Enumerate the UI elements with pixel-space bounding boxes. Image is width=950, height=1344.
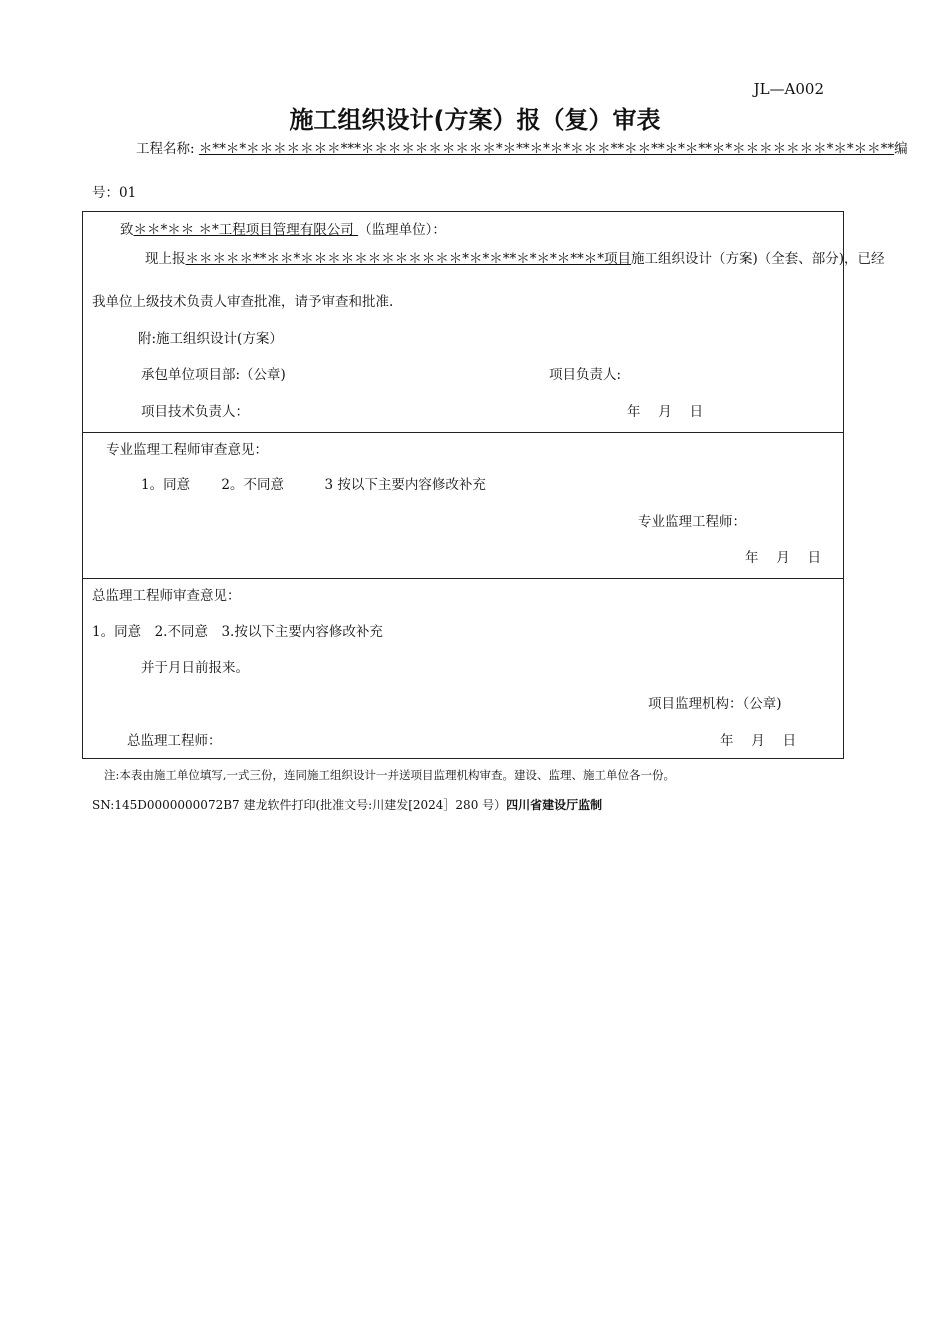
supervisor-company[interactable]: ＊＊*＊＊ ＊*工程项目管理有限公司 [133, 222, 359, 238]
serial-text: SN:145D0000000072B7 建龙软件打印(批准文号:川建发[2024］280 号） [92, 798, 507, 812]
section3-date: 年 月 日 [720, 733, 797, 749]
project-name-value[interactable]: ＊**＊*＊＊＊＊＊＊＊***＊＊＊＊＊＊＊＊＊＊*＊**＊*＊*＊＊＊**＊＊**＊*＊**＊*＊＊＊＊＊＊＊*＊*＊＊** [198, 141, 895, 157]
footer-note: 注:本表由施工单位填写,一式三份，连同施工组织设计一并送项目监理机构审查。建设、监理、施工单位各一份。 [104, 768, 676, 782]
section1-date: 年 月 日 [627, 404, 704, 420]
chief-options: 1。同意 2.不同意 3.按以下主要内容修改补充 [92, 624, 383, 640]
issuer: 四川省建设厅监制 [506, 798, 603, 812]
specialist-options: 1。同意 2。不同意 3 按以下主要内容修改补充 [141, 477, 486, 493]
to-prefix: 致 [120, 222, 134, 238]
attachment-line: 附:施工组织设计(方案） [138, 331, 283, 347]
report-project[interactable]: ＊＊＊＊＊**＊＊*＊＊＊＊＊＊＊＊＊＊＊＊*＊*＊**＊*＊*＊**＊*项目 [185, 251, 631, 267]
submission-section [83, 212, 885, 433]
chief-signer: 总监理工程师： [127, 733, 222, 749]
resubmit-line: 并于月日前报来。 [141, 660, 249, 676]
specialist-signer: 专业监理工程师： [638, 514, 746, 530]
supervision-org: 项目监理机构：（公章) [648, 696, 782, 712]
project-name-label: 工程名称: [136, 141, 195, 157]
page-title: 施工组织设计(方案）报（复）审表 [289, 106, 661, 134]
specialist-heading: 专业监理工程师审查意见： [106, 442, 268, 458]
to-suffix: （监理单位）： [358, 222, 446, 238]
report-line-2: 我单位上级技术负责人审查批准，请予审查和批准. [92, 294, 394, 310]
project-manager: 项目负责人: [549, 367, 622, 383]
report-suffix: 施工组织设计（方案)（全套、部分)，已经 [631, 251, 885, 267]
chief-heading: 总监理工程师审查意见： [92, 588, 241, 604]
chief-review-section [83, 578, 843, 758]
specialist-review-section [83, 432, 843, 579]
tech-manager: 项目技术负责人： [141, 404, 249, 420]
review-form-table [82, 211, 885, 759]
form-code: JL—A002 [753, 80, 824, 98]
number-label-start: 编 [894, 141, 908, 157]
report-prefix: 现上报 [145, 251, 186, 267]
contractor-dept: 承包单位项目部:（公章) [141, 367, 286, 383]
section2-date: 年 月 日 [745, 550, 822, 566]
form-number: 号：01 [92, 185, 137, 201]
report-line [145, 247, 885, 267]
serial-line [92, 796, 602, 813]
project-name-line [136, 137, 908, 157]
addressee-line [120, 218, 446, 238]
